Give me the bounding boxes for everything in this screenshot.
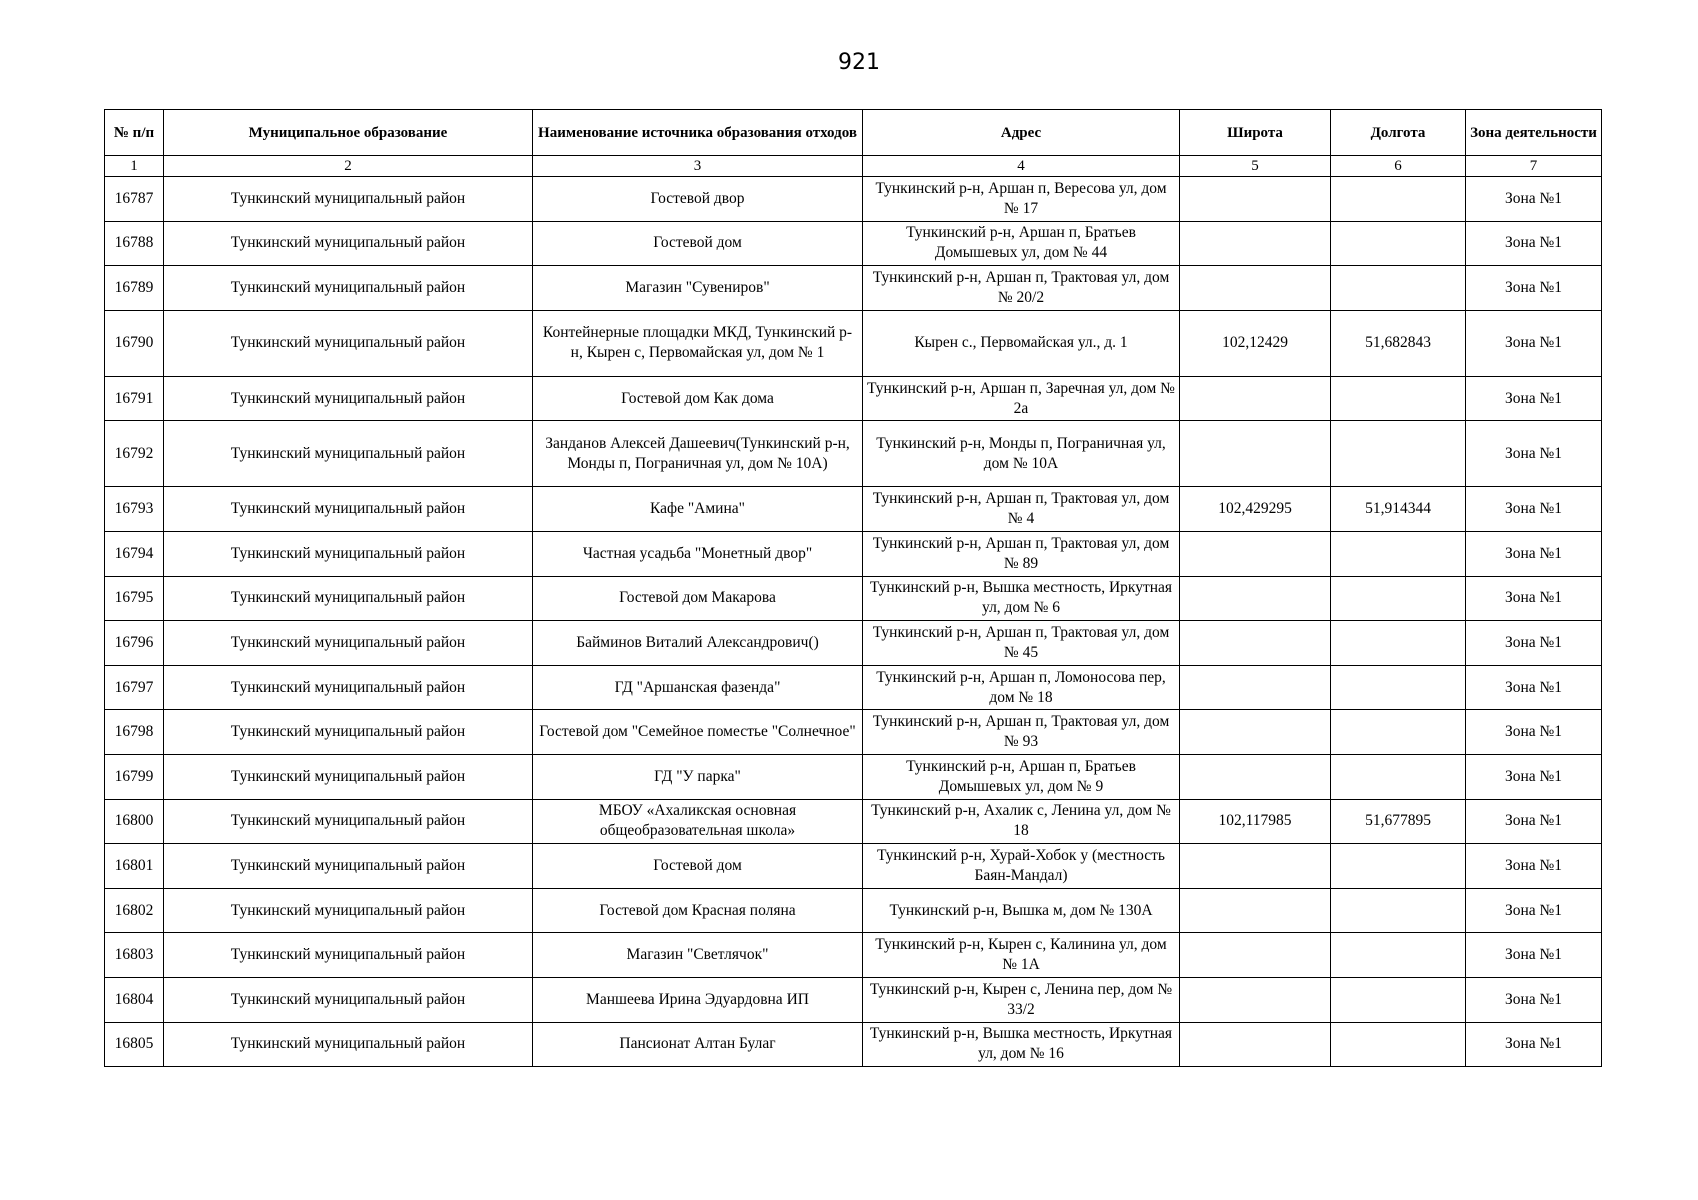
cell-latitude: 102,429295 [1180,487,1331,532]
cell-number: 16793 [105,487,164,532]
cell-address: Кырен с., Первомайская ул., д. 1 [863,310,1180,376]
cell-number: 16794 [105,531,164,576]
cell-municipality: Тункинский муниципальный район [164,844,533,889]
cell-number: 16796 [105,621,164,666]
cell-municipality: Тункинский муниципальный район [164,621,533,666]
cell-number: 16789 [105,266,164,311]
page-number: 921 [838,50,880,75]
cell-longitude [1331,621,1466,666]
cell-source: Гостевой дом Красная поляна [533,888,863,933]
cell-address: Тункинский р-н, Вышка местность, Иркутная ул, дом № 16 [863,1022,1180,1067]
cell-latitude [1180,1022,1331,1067]
cell-zone: Зона №1 [1466,977,1602,1022]
table-row [105,266,1602,311]
cell-municipality: Тункинский муниципальный район [164,710,533,755]
cell-address: Тункинский р-н, Аршан п, Вересова ул, дом № 17 [863,177,1180,222]
cell-zone: Зона №1 [1466,665,1602,710]
cell-zone: Зона №1 [1466,310,1602,376]
cell-latitude [1180,421,1331,487]
cell-latitude [1180,266,1331,311]
cell-number: 16788 [105,221,164,266]
table-row [105,844,1602,889]
column-number-row [105,156,1602,177]
cell-longitude [1331,177,1466,222]
cell-address: Тункинский р-н, Ахалик с, Ленина ул, дом № 18 [863,799,1180,844]
cell-longitude: 51,677895 [1331,799,1466,844]
cell-source: Контейнерные площадки МКД, Тункинский р-н, Кырен с, Первомайская ул, дом № 1 [533,310,863,376]
table-row [105,421,1602,487]
cell-source: Гостевой дом [533,221,863,266]
cell-source: Занданов Алексей Дашеевич(Тункинский р-н, Монды п, Пограничная ул, дом № 10А) [533,421,863,487]
cell-longitude [1331,665,1466,710]
cell-latitude [1180,933,1331,978]
table-row [105,621,1602,666]
cell-source: Гостевой дом Как дома [533,376,863,421]
cell-longitude [1331,576,1466,621]
table-row [105,376,1602,421]
cell-number: 16795 [105,576,164,621]
cell-latitude [1180,177,1331,222]
cell-longitude [1331,844,1466,889]
cell-address: Тункинский р-н, Монды п, Пограничная ул, дом № 10А [863,421,1180,487]
cell-zone: Зона №1 [1466,1022,1602,1067]
cell-address: Тункинский р-н, Аршан п, Ломоносова пер, дом № 18 [863,665,1180,710]
table-header [105,110,1602,177]
cell-latitude [1180,754,1331,799]
table-row [105,576,1602,621]
cell-zone: Зона №1 [1466,710,1602,755]
header-row [105,110,1602,156]
cell-address: Тункинский р-н, Хурай-Хобок у (местность Баян-Мандал) [863,844,1180,889]
table-row [105,221,1602,266]
cell-number: 16798 [105,710,164,755]
table-row [105,754,1602,799]
cell-zone: Зона №1 [1466,799,1602,844]
table-row [105,487,1602,532]
cell-municipality: Тункинский муниципальный район [164,1022,533,1067]
cell-number: 16801 [105,844,164,889]
cell-source: Байминов Виталий Александрович() [533,621,863,666]
cell-source: ГД "Аршанская фазенда" [533,665,863,710]
cell-address: Тункинский р-н, Аршан п, Трактовая ул, дом № 20/2 [863,266,1180,311]
cell-source: Гостевой дом Макарова [533,576,863,621]
cell-latitude [1180,710,1331,755]
column-header-number: № п/п [105,110,164,156]
cell-municipality: Тункинский муниципальный район [164,376,533,421]
cell-latitude [1180,576,1331,621]
cell-longitude [1331,221,1466,266]
cell-source: ГД "У парка" [533,754,863,799]
cell-latitude [1180,376,1331,421]
cell-longitude [1331,1022,1466,1067]
table-row [105,1022,1602,1067]
cell-municipality: Тункинский муниципальный район [164,888,533,933]
cell-longitude [1331,888,1466,933]
cell-source: Пансионат Алтан Булаг [533,1022,863,1067]
cell-zone: Зона №1 [1466,933,1602,978]
cell-longitude: 51,914344 [1331,487,1466,532]
column-number: 2 [164,156,533,177]
cell-municipality: Тункинский муниципальный район [164,977,533,1022]
column-number: 1 [105,156,164,177]
cell-number: 16790 [105,310,164,376]
cell-longitude: 51,682843 [1331,310,1466,376]
cell-zone: Зона №1 [1466,576,1602,621]
cell-number: 16799 [105,754,164,799]
cell-address: Тункинский р-н, Аршан п, Братьев Домышевых ул, дом № 9 [863,754,1180,799]
cell-address: Тункинский р-н, Аршан п, Трактовая ул, дом № 89 [863,531,1180,576]
column-number: 4 [863,156,1180,177]
cell-address: Тункинский р-н, Кырен с, Ленина пер, дом № 33/2 [863,977,1180,1022]
cell-source: Гостевой двор [533,177,863,222]
column-header-zone: Зона деятельности [1466,110,1602,156]
table-row [105,177,1602,222]
cell-latitude [1180,531,1331,576]
cell-zone: Зона №1 [1466,266,1602,311]
cell-number: 16792 [105,421,164,487]
cell-municipality: Тункинский муниципальный район [164,531,533,576]
cell-source: Кафе "Амина" [533,487,863,532]
table-row [105,888,1602,933]
table-body [105,177,1602,1067]
cell-municipality: Тункинский муниципальный район [164,754,533,799]
cell-number: 16800 [105,799,164,844]
cell-address: Тункинский р-н, Аршан п, Заречная ул, дом № 2а [863,376,1180,421]
cell-source: Гостевой дом "Семейное поместье "Солнечное" [533,710,863,755]
cell-longitude [1331,376,1466,421]
cell-municipality: Тункинский муниципальный район [164,310,533,376]
cell-municipality: Тункинский муниципальный район [164,221,533,266]
cell-longitude [1331,531,1466,576]
waste-sources-table [104,109,1602,1067]
cell-municipality: Тункинский муниципальный район [164,665,533,710]
table-row [105,310,1602,376]
cell-source: МБОУ «Ахаликская основная общеобразовательная школа» [533,799,863,844]
cell-latitude [1180,665,1331,710]
column-number: 3 [533,156,863,177]
cell-latitude [1180,221,1331,266]
cell-zone: Зона №1 [1466,177,1602,222]
cell-zone: Зона №1 [1466,376,1602,421]
cell-latitude [1180,888,1331,933]
cell-municipality: Тункинский муниципальный район [164,421,533,487]
cell-source: Маншеева Ирина Эдуардовна ИП [533,977,863,1022]
cell-zone: Зона №1 [1466,487,1602,532]
cell-latitude: 102,117985 [1180,799,1331,844]
table-row [105,933,1602,978]
table-row [105,977,1602,1022]
cell-number: 16803 [105,933,164,978]
cell-municipality: Тункинский муниципальный район [164,487,533,532]
cell-address: Тункинский р-н, Вышка местность, Иркутная ул, дом № 6 [863,576,1180,621]
cell-latitude [1180,977,1331,1022]
cell-longitude [1331,266,1466,311]
cell-address: Тункинский р-н, Аршан п, Трактовая ул, дом № 93 [863,710,1180,755]
cell-number: 16805 [105,1022,164,1067]
cell-zone: Зона №1 [1466,888,1602,933]
table-row [105,665,1602,710]
cell-municipality: Тункинский муниципальный район [164,576,533,621]
cell-address: Тункинский р-н, Аршан п, Братьев Домышевых ул, дом № 44 [863,221,1180,266]
cell-municipality: Тункинский муниципальный район [164,177,533,222]
cell-source: Магазин "Сувениров" [533,266,863,311]
column-number: 6 [1331,156,1466,177]
cell-source: Гостевой дом [533,844,863,889]
cell-number: 16802 [105,888,164,933]
table-row [105,710,1602,755]
cell-zone: Зона №1 [1466,531,1602,576]
column-header-latitude: Широта [1180,110,1331,156]
table-row [105,799,1602,844]
cell-zone: Зона №1 [1466,221,1602,266]
column-header-longitude: Долгота [1331,110,1466,156]
cell-zone: Зона №1 [1466,421,1602,487]
cell-longitude [1331,710,1466,755]
column-number: 7 [1466,156,1602,177]
table-row [105,531,1602,576]
cell-longitude [1331,977,1466,1022]
cell-address: Тункинский р-н, Вышка м, дом № 130А [863,888,1180,933]
cell-zone: Зона №1 [1466,754,1602,799]
column-header-municipality: Муниципальное образование [164,110,533,156]
column-header-address: Адрес [863,110,1180,156]
column-header-source: Наименование источника образования отходов [533,110,863,156]
cell-number: 16791 [105,376,164,421]
cell-number: 16787 [105,177,164,222]
cell-latitude: 102,12429 [1180,310,1331,376]
cell-latitude [1180,621,1331,666]
cell-source: Частная усадьба "Монетный двор" [533,531,863,576]
cell-address: Тункинский р-н, Кырен с, Калинина ул, дом № 1А [863,933,1180,978]
cell-number: 16797 [105,665,164,710]
cell-latitude [1180,844,1331,889]
cell-longitude [1331,421,1466,487]
cell-number: 16804 [105,977,164,1022]
cell-address: Тункинский р-н, Аршан п, Трактовая ул, дом № 4 [863,487,1180,532]
cell-zone: Зона №1 [1466,621,1602,666]
column-number: 5 [1180,156,1331,177]
cell-municipality: Тункинский муниципальный район [164,799,533,844]
cell-source: Магазин "Светлячок" [533,933,863,978]
cell-longitude [1331,933,1466,978]
cell-municipality: Тункинский муниципальный район [164,933,533,978]
cell-zone: Зона №1 [1466,844,1602,889]
cell-municipality: Тункинский муниципальный район [164,266,533,311]
cell-longitude [1331,754,1466,799]
cell-address: Тункинский р-н, Аршан п, Трактовая ул, дом № 45 [863,621,1180,666]
